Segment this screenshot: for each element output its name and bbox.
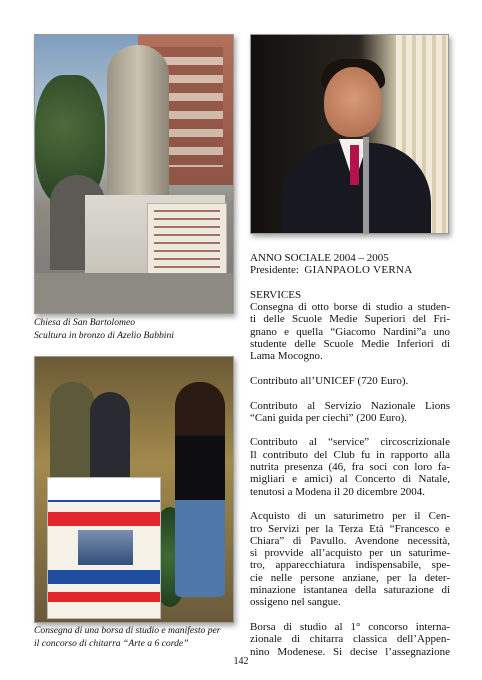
text-line: Contributo al “service” circoscrizionale bbox=[250, 436, 450, 449]
speaker-photo bbox=[250, 34, 449, 234]
text-line: zionale di chitarra classica dell’Appen- bbox=[250, 633, 450, 646]
text-line: Consegna di otto borse di studio a studen- bbox=[250, 301, 450, 314]
text-line: tro, apparecchiatura indispensabile, spe- bbox=[250, 559, 450, 572]
paragraph bbox=[250, 375, 450, 387]
text-line: ti delle Scuole Medie Superiori del Fri- bbox=[250, 313, 450, 326]
statue-caption: Chiesa di San Bartolomeo Scultura in bronzo di Azelio Babbini bbox=[34, 317, 174, 341]
text-line: cie nelle persone anziane, per la deter- bbox=[250, 571, 450, 584]
text-line: ossigeno nel sangue. bbox=[250, 596, 341, 609]
paragraph bbox=[250, 510, 450, 608]
paragraph bbox=[250, 621, 450, 658]
article-heading: ANNO SOCIALE 2004 – 2005 bbox=[250, 252, 389, 264]
text-line: gnano e quella “Giacomo Nardini”a uno bbox=[250, 325, 450, 338]
paragraph bbox=[250, 400, 450, 425]
text-line: tenutosi a Modena il 20 dicembre 2004. bbox=[250, 485, 426, 498]
text-line: si provvide all’acquisto per un saturime- bbox=[250, 547, 450, 560]
text-line: studente delle Scuole Medie Inferiori di bbox=[250, 338, 450, 351]
section-title: SERVICES bbox=[250, 288, 302, 301]
statue-photo bbox=[34, 34, 234, 314]
text-line: Il contributo del Club fu in rapporto alla bbox=[250, 448, 450, 461]
text-line: Borsa di studio al 1° concorso interna- bbox=[250, 620, 450, 633]
event-caption: Consegna di una borsa di studio e manifesto per il concorso di chitarra “Arte a 6 corde” bbox=[34, 625, 221, 649]
text-line: “Cani guida per ciechi” (200 Euro). bbox=[250, 411, 407, 424]
text-line: Acquisto di un saturimetro per il Cen- bbox=[250, 510, 450, 523]
paragraph bbox=[250, 436, 450, 497]
text-line: Chiara” di Pavullo. Avendone necessità, bbox=[250, 534, 450, 547]
text-line: nino Modenese. Si decise l’assegnazione bbox=[250, 645, 450, 658]
concert-poster bbox=[47, 477, 161, 619]
text-line: migliari e amici) al Concerto di Natale, bbox=[250, 473, 450, 486]
text-line: Lama Mocogno. bbox=[250, 350, 323, 363]
text-line: Contributo all’UNICEF (720 Euro). bbox=[250, 374, 409, 387]
page-number: 142 bbox=[233, 656, 249, 667]
text-line: Contributo al Servizio Nazionale Lions bbox=[250, 399, 450, 412]
paragraph bbox=[250, 301, 450, 362]
text-line: tro Servizi per la Terza Età “Francesco e bbox=[250, 522, 450, 535]
text-line: minazione istantanea della saturazione di bbox=[250, 584, 450, 597]
text-line: nutrita presenza (46, fra soci con loro fa- bbox=[250, 461, 450, 474]
article-text bbox=[250, 252, 450, 658]
president-line: Presidente: GIANPAOLO VERNA bbox=[250, 264, 413, 277]
event-photo bbox=[34, 356, 234, 623]
